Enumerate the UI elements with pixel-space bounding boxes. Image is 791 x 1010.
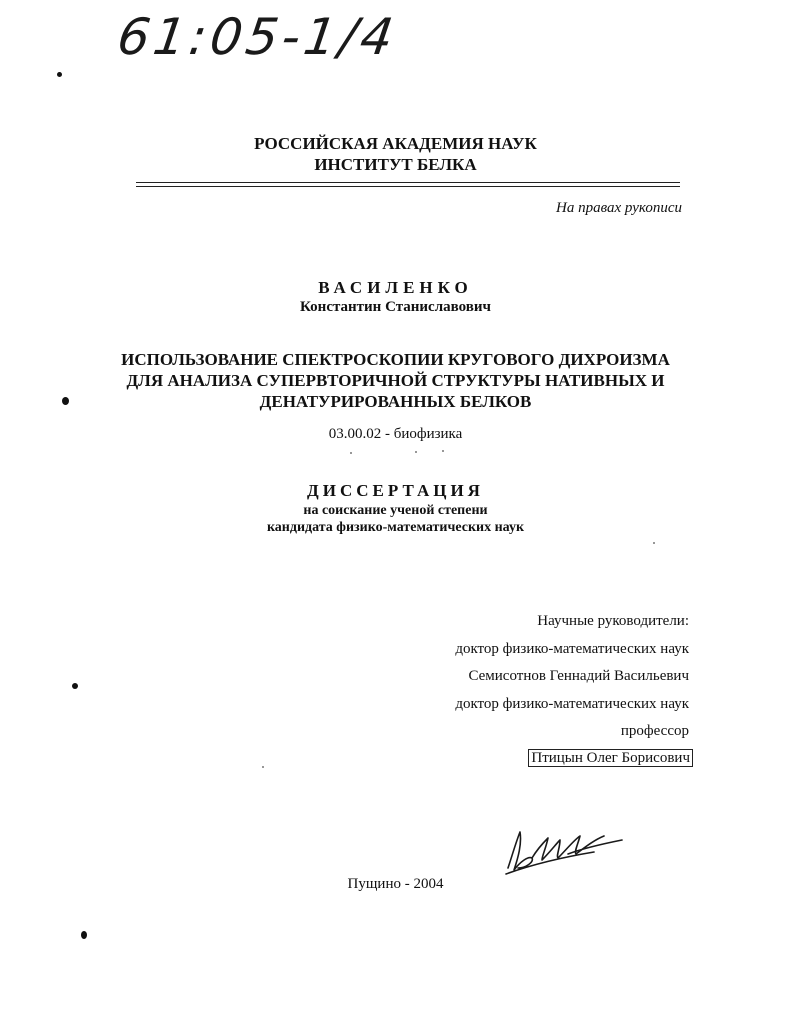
scan-speck <box>653 542 655 544</box>
specialty-code: 03.00.02 - биофизика <box>328 426 463 442</box>
purpose-line-2: кандидата физико-математических наук <box>266 520 525 535</box>
scan-speck <box>442 450 444 452</box>
supervisor-2-rank: профессор <box>620 723 689 739</box>
scan-mark <box>57 72 62 77</box>
manuscript-note: На правах рукописи <box>556 200 682 216</box>
document-type: ДИССЕРТАЦИЯ <box>307 481 484 500</box>
degree-purpose <box>0 502 791 536</box>
scan-mark <box>72 683 78 689</box>
organization-academy: РОССИЙСКАЯ АКАДЕМИЯ НАУК <box>254 134 537 153</box>
header-rule-top <box>136 182 680 183</box>
scan-speck <box>262 766 264 768</box>
archive-code-handwritten: 61:05-1/4 <box>113 8 401 66</box>
scan-mark <box>81 931 87 939</box>
scan-speck <box>350 452 352 454</box>
supervisor-1-name: Семисотнов Геннадий Васильевич <box>468 668 689 684</box>
organization-institute: ИНСТИТУТ БЕЛКА <box>314 155 477 174</box>
place-and-year: Пущино - 2004 <box>347 876 444 892</box>
supervisor-2-name <box>528 750 693 767</box>
signature-icon <box>498 818 628 880</box>
scan-speck <box>415 451 417 453</box>
purpose-line-1: на соискание ученой степени <box>303 503 488 518</box>
dissertation-title <box>0 349 791 412</box>
scan-mark <box>62 397 69 405</box>
author-surname: ВАСИЛЕНКО <box>318 278 473 297</box>
header-rule-bottom <box>136 186 680 187</box>
supervisor-2-degree: доктор физико-математических наук <box>455 696 689 712</box>
title-line-2: ДЛЯ АНАЛИЗА СУПЕРВТОРИЧНОЙ СТРУКТУРЫ НАТИВНЫХ И <box>126 371 665 390</box>
organization-header <box>0 133 791 175</box>
title-line-1: ИСПОЛЬЗОВАНИЕ СПЕКТРОСКОПИИ КРУГОВОГО ДИХРОИЗМА <box>121 350 670 369</box>
author-given-names: Константин Станиславович <box>300 299 491 315</box>
supervisor-2-name-box: Птицын Олег Борисович <box>528 749 693 767</box>
title-line-3: ДЕНАТУРИРОВАННЫХ БЕЛКОВ <box>259 392 532 411</box>
supervisor-1-degree: доктор физико-математических наук <box>455 641 689 657</box>
supervisors-heading: Научные руководители: <box>537 613 689 629</box>
